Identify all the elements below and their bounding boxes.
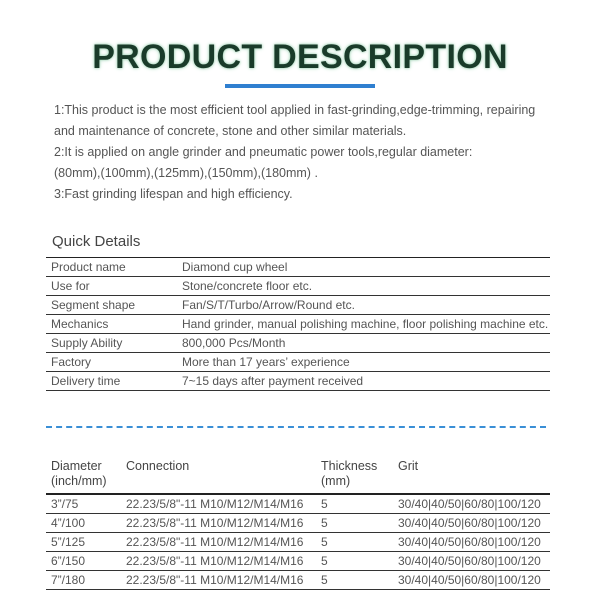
table-row: [46, 494, 550, 514]
detail-value: Hand grinder, manual polishing machine, floor polishing machine etc.: [177, 315, 550, 334]
detail-key: Delivery time: [46, 372, 177, 391]
table-row: [46, 277, 550, 296]
table-row: [46, 571, 550, 590]
header-diameter: Diameter (inch/mm): [51, 459, 107, 488]
detail-key: Factory: [46, 353, 177, 372]
cell-connection: 22.23/5/8"-11 M10/M12/M14/M16: [121, 494, 316, 514]
header-grit: Grit: [398, 459, 419, 473]
table-row: [46, 552, 550, 571]
detail-value: Diamond cup wheel: [177, 258, 550, 277]
cell-connection: 22.23/5/8"-11 M10/M12/M14/M16: [121, 533, 316, 552]
header-connection: Connection: [126, 459, 190, 473]
table-row: [46, 296, 550, 315]
detail-key: Mechanics: [46, 315, 177, 334]
table-row: [46, 372, 550, 391]
description-line: 1:This product is the most efficient tool applied in fast-grinding,edge-trimming, repairing: [54, 103, 536, 117]
dashed-divider: [46, 426, 546, 428]
table-row: [46, 315, 550, 334]
product-description: [54, 100, 554, 205]
cell-grit: 30/40|40/50|60/80|100/120: [393, 533, 550, 552]
quick-details-heading: Quick Details: [52, 233, 141, 250]
detail-key: Product name: [46, 258, 177, 277]
cell-diameter: 3”/75: [46, 494, 121, 514]
detail-value: 800,000 Pcs/Month: [177, 334, 550, 353]
title-underline: [225, 84, 375, 88]
page-title: PRODUCT DESCRIPTION: [92, 38, 508, 76]
cell-diameter: 4”/100: [46, 514, 121, 533]
description-line: and maintenance of concrete, stone and other similar materials.: [54, 124, 407, 138]
table-row: [46, 533, 550, 552]
cell-thickness: 5: [316, 552, 393, 571]
table-row: [46, 258, 550, 277]
detail-value: More than 17 years’ experience: [177, 353, 550, 372]
spec-table: [46, 459, 550, 590]
detail-key: Supply Ability: [46, 334, 177, 353]
description-line: (80mm),(100mm),(125mm),(150mm),(180mm) .: [54, 166, 318, 180]
spec-header-row: [46, 459, 550, 494]
cell-thickness: 5: [316, 571, 393, 590]
cell-grit: 30/40|40/50|60/80|100/120: [393, 571, 550, 590]
table-row: [46, 353, 550, 372]
cell-diameter: 5”/125: [46, 533, 121, 552]
cell-grit: 30/40|40/50|60/80|100/120: [393, 552, 550, 571]
detail-key: Segment shape: [46, 296, 177, 315]
detail-value: Stone/concrete floor etc.: [177, 277, 550, 296]
table-row: [46, 334, 550, 353]
description-line: 2:It is applied on angle grinder and pneumatic power tools,regular diameter:: [54, 145, 473, 159]
cell-connection: 22.23/5/8"-11 M10/M12/M14/M16: [121, 514, 316, 533]
cell-grit: 30/40|40/50|60/80|100/120: [393, 494, 550, 514]
detail-key: Use for: [46, 277, 177, 296]
quick-details-table: [46, 257, 550, 391]
table-row: [46, 514, 550, 533]
detail-value: Fan/S/T/Turbo/Arrow/Round etc.: [177, 296, 550, 315]
cell-thickness: 5: [316, 494, 393, 514]
cell-thickness: 5: [316, 514, 393, 533]
description-line: 3:Fast grinding lifespan and high efficiency.: [54, 187, 293, 201]
cell-connection: 22.23/5/8"-11 M10/M12/M14/M16: [121, 571, 316, 590]
cell-diameter: 7”/180: [46, 571, 121, 590]
cell-thickness: 5: [316, 533, 393, 552]
detail-value: 7~15 days after payment received: [177, 372, 550, 391]
cell-grit: 30/40|40/50|60/80|100/120: [393, 514, 550, 533]
cell-diameter: 6”/150: [46, 552, 121, 571]
cell-connection: 22.23/5/8"-11 M10/M12/M14/M16: [121, 552, 316, 571]
header-thickness: Thickness (mm): [321, 459, 378, 488]
